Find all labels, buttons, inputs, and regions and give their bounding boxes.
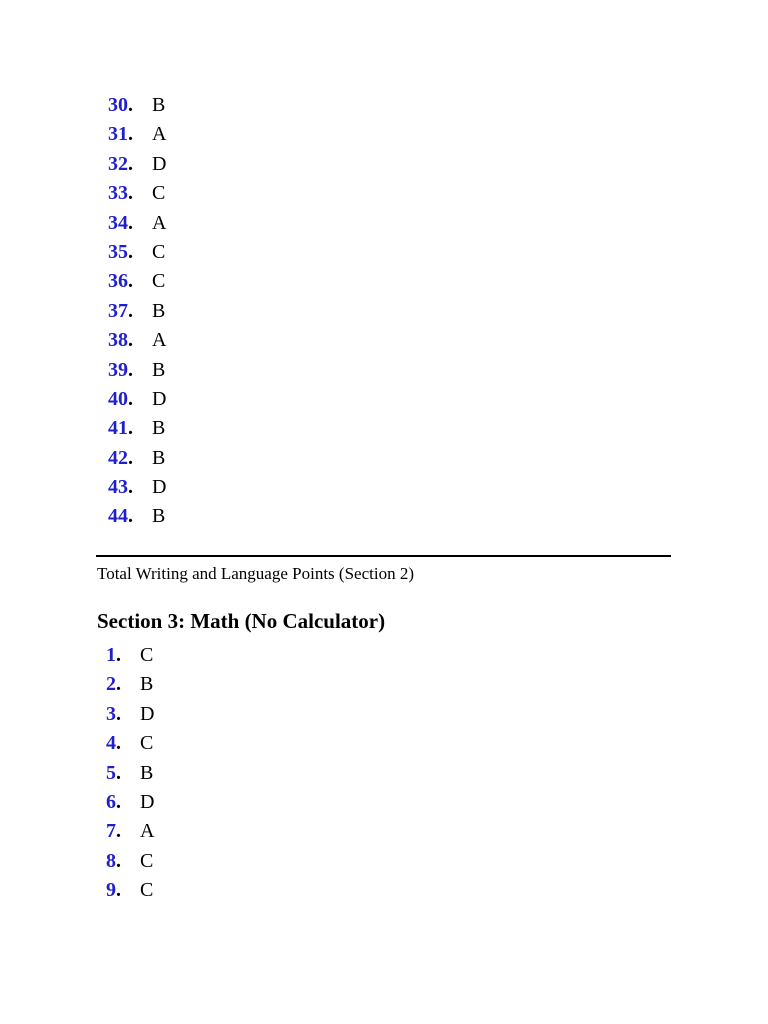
number-period: .	[116, 849, 121, 872]
number-period: .	[128, 270, 133, 293]
answer-row	[0, 759, 154, 788]
question-number: 32	[108, 152, 128, 175]
number-period: .	[116, 702, 121, 725]
number-period: .	[128, 329, 133, 352]
answer-letter: B	[140, 673, 154, 696]
question-number: 44	[108, 505, 128, 528]
question-number: 5	[106, 761, 116, 784]
question-number: 9	[106, 879, 116, 902]
question-number: 1	[106, 644, 116, 666]
number-period: .	[128, 299, 133, 322]
answer-letter: D	[152, 387, 167, 410]
answer-row	[0, 788, 154, 817]
answer-row	[0, 209, 166, 238]
question-number: 6	[106, 790, 116, 813]
question-number: 38	[108, 329, 128, 352]
question-number: 36	[108, 270, 128, 293]
answer-letter: B	[152, 94, 166, 116]
question-number: 43	[108, 476, 128, 499]
number-period: .	[116, 673, 121, 696]
section3-heading: Section 3: Math (No Calculator)	[97, 609, 386, 633]
question-number: 33	[108, 182, 128, 205]
answer-letter: B	[152, 358, 166, 381]
answer-letter: B	[140, 761, 154, 784]
number-period: .	[116, 790, 121, 813]
number-period: .	[128, 505, 133, 528]
number-period: .	[128, 152, 133, 175]
answer-letter: D	[152, 152, 167, 175]
question-number: 3	[106, 702, 116, 725]
question-number: 34	[108, 211, 128, 234]
answer-letter: C	[140, 644, 154, 666]
question-number: 35	[108, 240, 128, 263]
answer-row	[0, 700, 154, 729]
question-number: 7	[106, 820, 116, 843]
answer-letter: C	[152, 240, 166, 263]
section-divider	[96, 555, 671, 557]
answer-row	[0, 91, 166, 120]
number-period: .	[128, 387, 133, 410]
answer-letter: A	[152, 123, 167, 146]
answer-row	[0, 150, 166, 179]
number-period: .	[116, 644, 121, 666]
answer-row	[0, 356, 166, 385]
number-period: .	[128, 94, 133, 116]
answer-letter: C	[140, 879, 154, 902]
number-period: .	[116, 820, 121, 843]
number-period: .	[116, 732, 121, 755]
question-number: 40	[108, 387, 128, 410]
answer-row	[0, 179, 166, 208]
answer-row	[0, 267, 166, 296]
answer-letter: B	[152, 299, 166, 322]
answer-letter: A	[152, 329, 167, 352]
answer-letter: A	[140, 820, 155, 843]
answer-row	[0, 473, 166, 502]
answer-row	[0, 847, 154, 876]
question-number: 2	[106, 673, 116, 696]
answer-letter: D	[152, 476, 167, 499]
question-number: 41	[108, 417, 128, 440]
answer-letter: D	[140, 702, 155, 725]
answer-letter: B	[152, 446, 166, 469]
section2-answer-list	[0, 91, 166, 532]
number-period: .	[128, 446, 133, 469]
answer-row	[0, 817, 154, 846]
number-period: .	[128, 211, 133, 234]
answer-letter: B	[152, 417, 166, 440]
section3-answer-list	[0, 641, 154, 906]
question-number: 30	[108, 94, 128, 116]
answer-row	[0, 670, 154, 699]
answer-row	[0, 238, 166, 267]
number-period: .	[128, 123, 133, 146]
number-period: .	[128, 240, 133, 263]
answer-row	[0, 297, 166, 326]
question-number: 4	[106, 732, 116, 755]
question-number: 31	[108, 123, 128, 146]
question-number: 8	[106, 849, 116, 872]
question-number: 42	[108, 446, 128, 469]
answer-row	[0, 444, 166, 473]
answer-letter: C	[152, 182, 166, 205]
number-period: .	[128, 476, 133, 499]
question-number: 39	[108, 358, 128, 381]
question-number: 37	[108, 299, 128, 322]
answer-letter: D	[140, 790, 155, 813]
answer-row	[0, 326, 166, 355]
answer-letter: C	[140, 732, 154, 755]
number-period: .	[116, 879, 121, 902]
answer-letter: B	[152, 505, 166, 528]
answer-row	[0, 502, 166, 531]
number-period: .	[128, 182, 133, 205]
answer-row	[0, 729, 154, 758]
number-period: .	[116, 761, 121, 784]
total-points-label: Total Writing and Language Points (Section 2)	[97, 564, 414, 583]
number-period: .	[128, 417, 133, 440]
number-period: .	[128, 358, 133, 381]
answer-row	[0, 385, 166, 414]
answer-letter: C	[152, 270, 166, 293]
answer-row	[0, 641, 154, 670]
answer-row	[0, 414, 166, 443]
answer-row	[0, 120, 166, 149]
answer-letter: A	[152, 211, 167, 234]
answer-letter: C	[140, 849, 154, 872]
answer-row	[0, 876, 154, 905]
